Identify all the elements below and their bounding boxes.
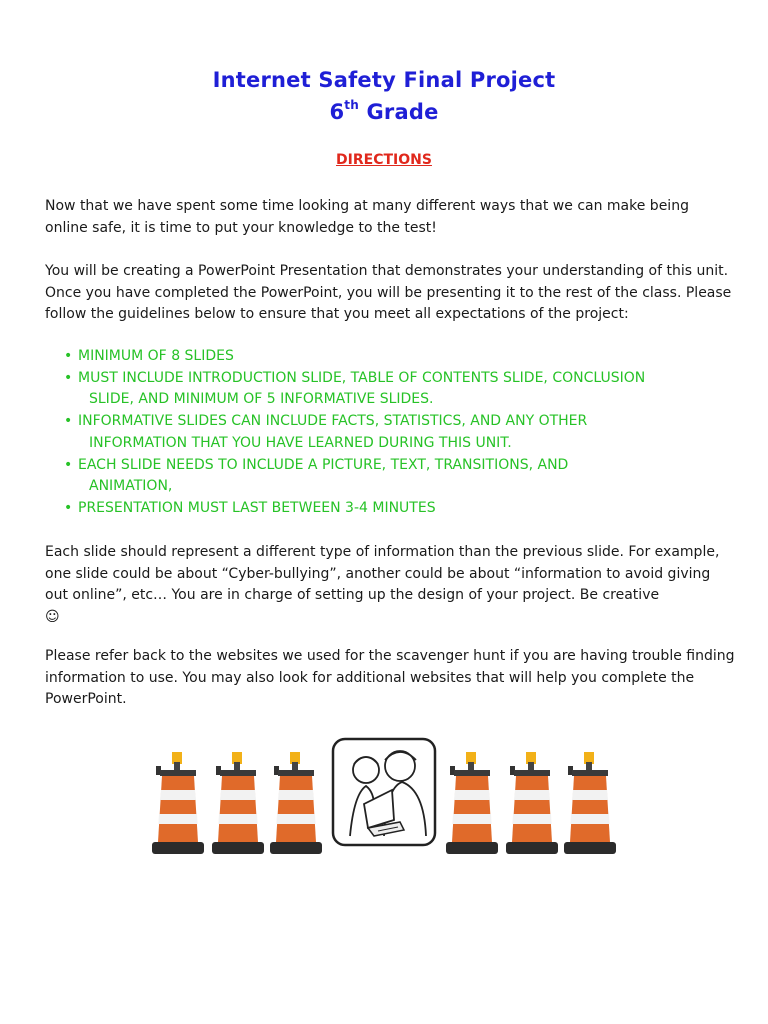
traffic-barrel-icon <box>562 752 618 858</box>
guideline-text: MUST INCLUDE INTRODUCTION SLIDE, TABLE OF CONTENTS SLIDE, CONCLUSION <box>78 369 646 386</box>
traffic-barrel-icon <box>150 752 206 858</box>
bullet-icon: • <box>64 456 73 473</box>
document-subtitle <box>0 100 768 124</box>
guideline-item <box>62 455 742 498</box>
guideline-text: EACH SLIDE NEEDS TO INCLUDE A PICTURE, TEXT, TRANSITIONS, AND <box>78 456 569 473</box>
guideline-text-continued: INFORMATION THAT YOU HAVE LEARNED DURING THIS UNIT. <box>89 434 512 451</box>
grade-ordinal: th <box>344 98 359 112</box>
guideline-item <box>62 498 742 520</box>
directions-heading: DIRECTIONS <box>336 152 432 168</box>
guideline-text: MINIMUM OF 8 SLIDES <box>78 348 234 364</box>
example-text: Each slide should represent a different type of information than the previous slide. For example, one slide could be about “Cyber-bullying”, another could be about “information to avoid giving out online”, etc… You are in charge of setting up the design of your project. Be creative <box>45 544 720 604</box>
traffic-barrel-icon <box>444 752 500 858</box>
bullet-icon: • <box>64 413 73 430</box>
traffic-barrel-icon <box>210 752 266 858</box>
intro-paragraph: Now that we have spent some time looking at many different ways that we can make being online safe, it is time to put your knowledge to the test! <box>45 198 689 236</box>
guideline-item <box>62 346 742 368</box>
guideline-text-continued: SLIDE, AND MINIMUM OF 5 INFORMATIVE SLIDES. <box>89 391 434 408</box>
guidelines-list <box>62 346 742 520</box>
guideline-text: INFORMATIVE SLIDES CAN INCLUDE FACTS, STATISTICS, AND ANY OTHER <box>78 413 588 430</box>
computer-kids-clipart <box>330 736 438 848</box>
document-title: Internet Safety Final Project <box>212 68 556 92</box>
guideline-text-continued: ANIMATION, <box>89 478 173 495</box>
grade-number: 6 <box>329 100 345 124</box>
traffic-barrel-icon <box>268 752 324 858</box>
traffic-barrel-icon <box>504 752 560 858</box>
bullet-icon: • <box>64 348 73 364</box>
grade-label: Grade <box>358 100 439 124</box>
bullet-icon: • <box>64 369 73 386</box>
resources-paragraph: Please refer back to the websites we used for the scavenger hunt if you are having trouble finding information to use. You may also look for additional websites that will help you complete the PowerPoint. <box>45 648 735 708</box>
bullet-icon: • <box>64 499 73 516</box>
guideline-item <box>62 368 742 411</box>
guideline-item <box>62 411 742 454</box>
example-paragraph <box>45 542 735 629</box>
instructions-paragraph: You will be creating a PowerPoint Presentation that demonstrates your understanding of this unit. Once you have completed the PowerPoint, you will be presenting it to the rest of the class. Please follow the guidelines below to ensure that you meet all expectations of the project: <box>45 263 732 323</box>
guideline-text: PRESENTATION MUST LAST BETWEEN 3-4 MINUTES <box>78 499 436 516</box>
smiley-icon: ☺ <box>45 609 60 626</box>
